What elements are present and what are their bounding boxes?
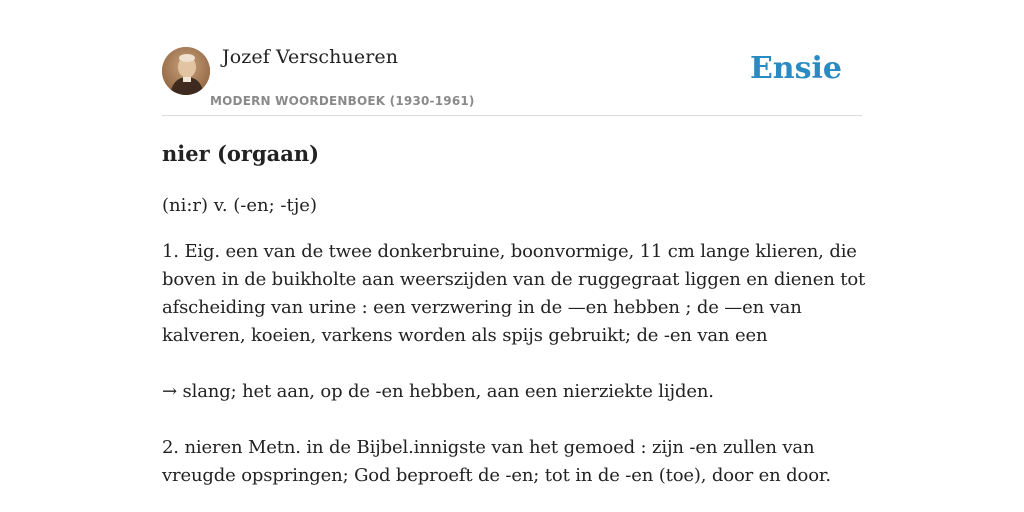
brand-logo[interactable]: Ensie: [749, 51, 842, 86]
entry-term: nier (orgaan): [162, 141, 320, 166]
entry-content: [162, 138, 867, 512]
author-avatar[interactable]: [162, 47, 210, 95]
definition-paragraph: → slang; het aan, op de -en hebben, aan een nierziekte lijden.: [162, 381, 714, 402]
definition-paragraph: 2. nieren Metn. in de Bijbel.innigste van het gemoed : zijn -en zullen van vreugde opspringen; God beproeft de -en; tot in de -en (toe), door en door.: [162, 437, 831, 486]
entry-header: [162, 45, 862, 116]
definition-paragraph: 1. Eig. een van de twee donkerbruine, boonvormige, 11 cm lange klieren, die boven in de buikholte aan weerszijden van de ruggegraat liggen en dienen tot afscheiding van urine : een verzwering in de —en hebben ; de —en van kalveren, koeien, varkens worden als spijs gebruikt; de -en van een: [162, 241, 866, 346]
author-name[interactable]: Jozef Verschueren: [222, 46, 399, 68]
author-portrait-icon: [162, 47, 210, 95]
entry-definition: [162, 238, 867, 490]
source-dictionary[interactable]: MODERN WOORDENBOEK (1930-1961): [210, 94, 475, 108]
entry-grammar: (ni:r) v. (-en; -tje): [162, 195, 317, 216]
